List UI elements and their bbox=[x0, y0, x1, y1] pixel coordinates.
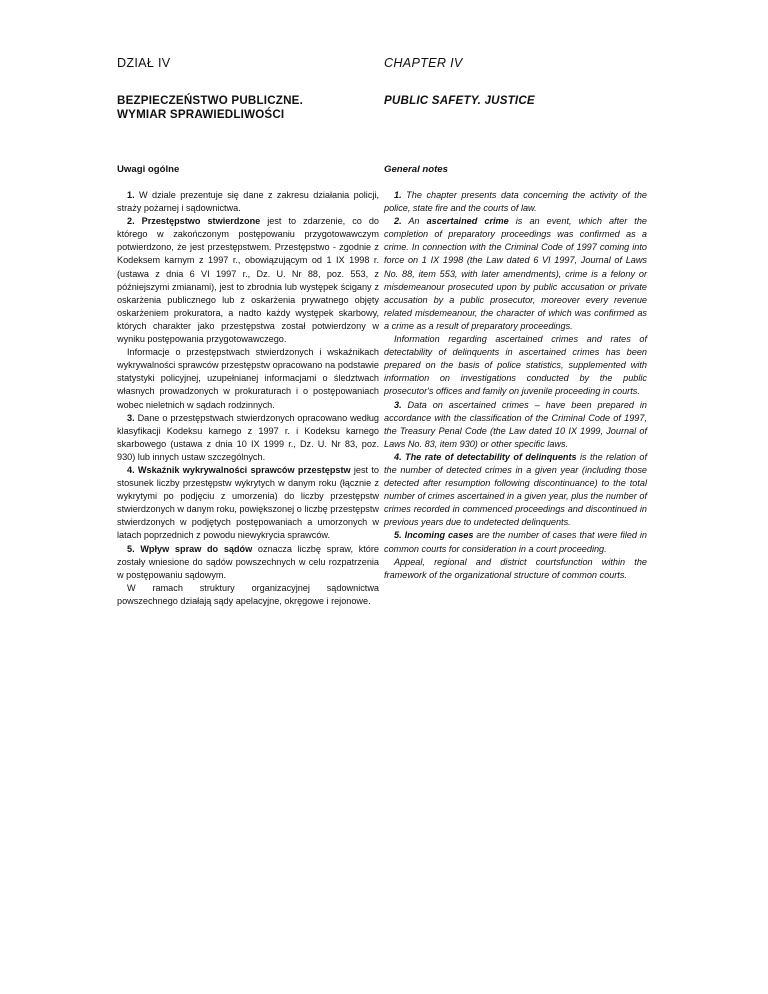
paragraph-number: 1. bbox=[127, 190, 135, 200]
paragraph-text: is an event, which after the completion of preparatory proceedings was confirmed as a crime. In connection with the Criminal Code of 1997 coming into force on 1 IX 1998 (the Law dated 6 VI 1997, Journal of Laws No. 88, item 553, with later amendments), crime is a felony or misdemeanour prosecuted upon by public accusation or private accusation by a public prosecutor, moreover every revenue related misdemeanour, the character of which was confirmed as a crime as a result of preparatory proceedings. bbox=[384, 216, 647, 331]
section-title-line1: PUBLIC SAFETY. JUSTICE bbox=[384, 94, 535, 107]
paragraph bbox=[384, 215, 647, 333]
paragraph-text: oznacza liczbę spraw, które zostały wniesione do sądów powszechnych w celu rozpatrzenia w postępowaniu sądowym. bbox=[117, 543, 379, 580]
paragraph-number: 3. bbox=[127, 412, 135, 423]
paragraph bbox=[384, 333, 647, 398]
paragraph-text: Appeal, regional and district courtsfunction within the framework of the organizational structure of common courts. bbox=[384, 556, 647, 580]
polish-column bbox=[117, 56, 379, 608]
term: Wpływ spraw do sądów bbox=[134, 543, 253, 554]
term: Przestępstwo stwierdzone bbox=[134, 216, 261, 227]
paragraph-number: 4. bbox=[127, 464, 135, 475]
paragraph bbox=[117, 215, 379, 346]
paragraph bbox=[384, 399, 647, 451]
paragraph-text: W dziale prezentuje się dane z zakresu działania policji, straży pożarnej i sądownictwa. bbox=[117, 190, 379, 214]
english-column bbox=[384, 56, 647, 582]
term: ascertained crime bbox=[426, 216, 509, 227]
paragraph bbox=[384, 451, 647, 530]
paragraph-number: 1. bbox=[394, 190, 402, 200]
paragraph-number: 5. bbox=[394, 530, 402, 541]
notes-heading: General notes bbox=[384, 164, 448, 175]
paragraph bbox=[384, 529, 647, 555]
notes-heading: Uwagi ogólne bbox=[117, 164, 180, 175]
paragraph bbox=[117, 543, 379, 582]
paragraph-number: 5. bbox=[127, 543, 135, 554]
paragraph-text: Dane o przestępstwach stwierdzonych opracowano według klasyfikacji Kodeksu karnego z 1997 r. i Kodeksu karnego skarbowego (ustawa z dnia 10 IX 1999 r., Dz. U. Nr 83, poz. 930) lub innych ustaw szczególnych. bbox=[117, 412, 379, 462]
paragraph-text: is the relation of the number of detected crimes in a given year (including those detected after resumption following discontinuance) to the total number of crimes ascertained in a given year, plus the number of crimes recorded in commenced proceedings and discontinued in previous years due to undetected delinquents. bbox=[384, 451, 647, 528]
paragraph-text: Information regarding ascertained crimes and rates of detectability of delinquents in ascertained crimes has been prepared on the basis of police statistics, supplemented with information on investigations conducted by the public prosecutor's offices and family on juvenile proceeding in courts. bbox=[384, 334, 647, 397]
paragraph-number: 4. bbox=[394, 451, 402, 462]
section-title bbox=[117, 94, 379, 164]
paragraph bbox=[117, 189, 379, 215]
paragraph-text: W ramach struktury organizacyjnej sądownictwa powszechnego działają sądy apelacyjne, okręgowe i rejonowe. bbox=[117, 582, 379, 606]
section-title-line1: BEZPIECZEŃSTWO PUBLICZNE. bbox=[117, 94, 303, 107]
paragraph-text: Data on ascertained crimes – have been prepared in accordance with the classification of the Criminal Code of 1997, the Treasury Penal Code (the Law dated 10 IX 1999, Journal of Laws No. 83, item 930) or other specific laws. bbox=[384, 399, 647, 449]
paragraph-text: are the number of cases that were filed in common courts for consideration in a court proceeding. bbox=[384, 530, 647, 554]
paragraph-text: jest to stosunek liczby przestępstw wykrytych w danym roku (łącznie z wykrytymi po podjęciu z umorzenia) do liczby przestępstw stwierdzonych w danym roku, powiększonej o liczbę przestępstw stwierdzonych w podjętych postępowaniach a umorzonych w latach poprzednich z powodu niewykrycia sprawców. bbox=[117, 464, 379, 541]
section-title-line2: WYMIAR SPRAWIEDLIWOŚCI bbox=[117, 108, 285, 121]
paragraph bbox=[117, 412, 379, 464]
chapter-label: DZIAŁ IV bbox=[117, 56, 171, 70]
paragraph-text: An bbox=[401, 216, 427, 227]
term: Wskaźnik wykrywalności sprawców przestępstw bbox=[134, 464, 351, 475]
paragraph bbox=[384, 556, 647, 582]
paragraph-text: jest to zdarzenie, co do którego w zakończonym postępowaniu przygotowawczym potwierdzono, że jest przestępstwem. Przestępstwo - zgodnie z Kodeksem karnym z 1997 r., obowiązującym od 1 IX 1998 r. (ustawa z dnia 6 VI 1997 r., Dz. U. Nr 88, poz. 553, z późniejszymi zmianami), jest to zbrodnia lub występek ścigany z oskarżenia publicznego lub z oskarżenia prywatnego objęty oskarżeniem prokuratora, a nadto każdy występek skarbowy, których charakter jako przestępstwa został potwierdzony w wyniku postępowania przygotowawczego. bbox=[117, 216, 380, 345]
paragraph bbox=[117, 346, 379, 411]
paragraph-text: The chapter presents data concerning the activity of the police, state fire and the courts of law. bbox=[384, 190, 647, 214]
paragraph bbox=[117, 582, 379, 608]
paragraph-number: 2. bbox=[127, 216, 135, 227]
paragraph bbox=[384, 189, 647, 215]
chapter-label: CHAPTER IV bbox=[384, 56, 463, 70]
paragraph-text: Informacje o przestępstwach stwierdzonych i wskaźnikach wykrywalności sprawców przestępstw opracowano na podstawie statystyki policyjnej, uzupełnianej informacjami o śledztwach własnych prowadzonych w prokuraturach i o postępowaniach wobec nieletnich w sądach rodzinnych. bbox=[117, 347, 379, 410]
term: Incoming cases bbox=[401, 530, 474, 541]
term: The rate of detectability of delinquents bbox=[401, 451, 577, 462]
paragraph-number: 3. bbox=[394, 399, 402, 410]
paragraph bbox=[117, 464, 379, 543]
paragraph-number: 2. bbox=[394, 216, 402, 227]
section-title bbox=[384, 94, 647, 164]
